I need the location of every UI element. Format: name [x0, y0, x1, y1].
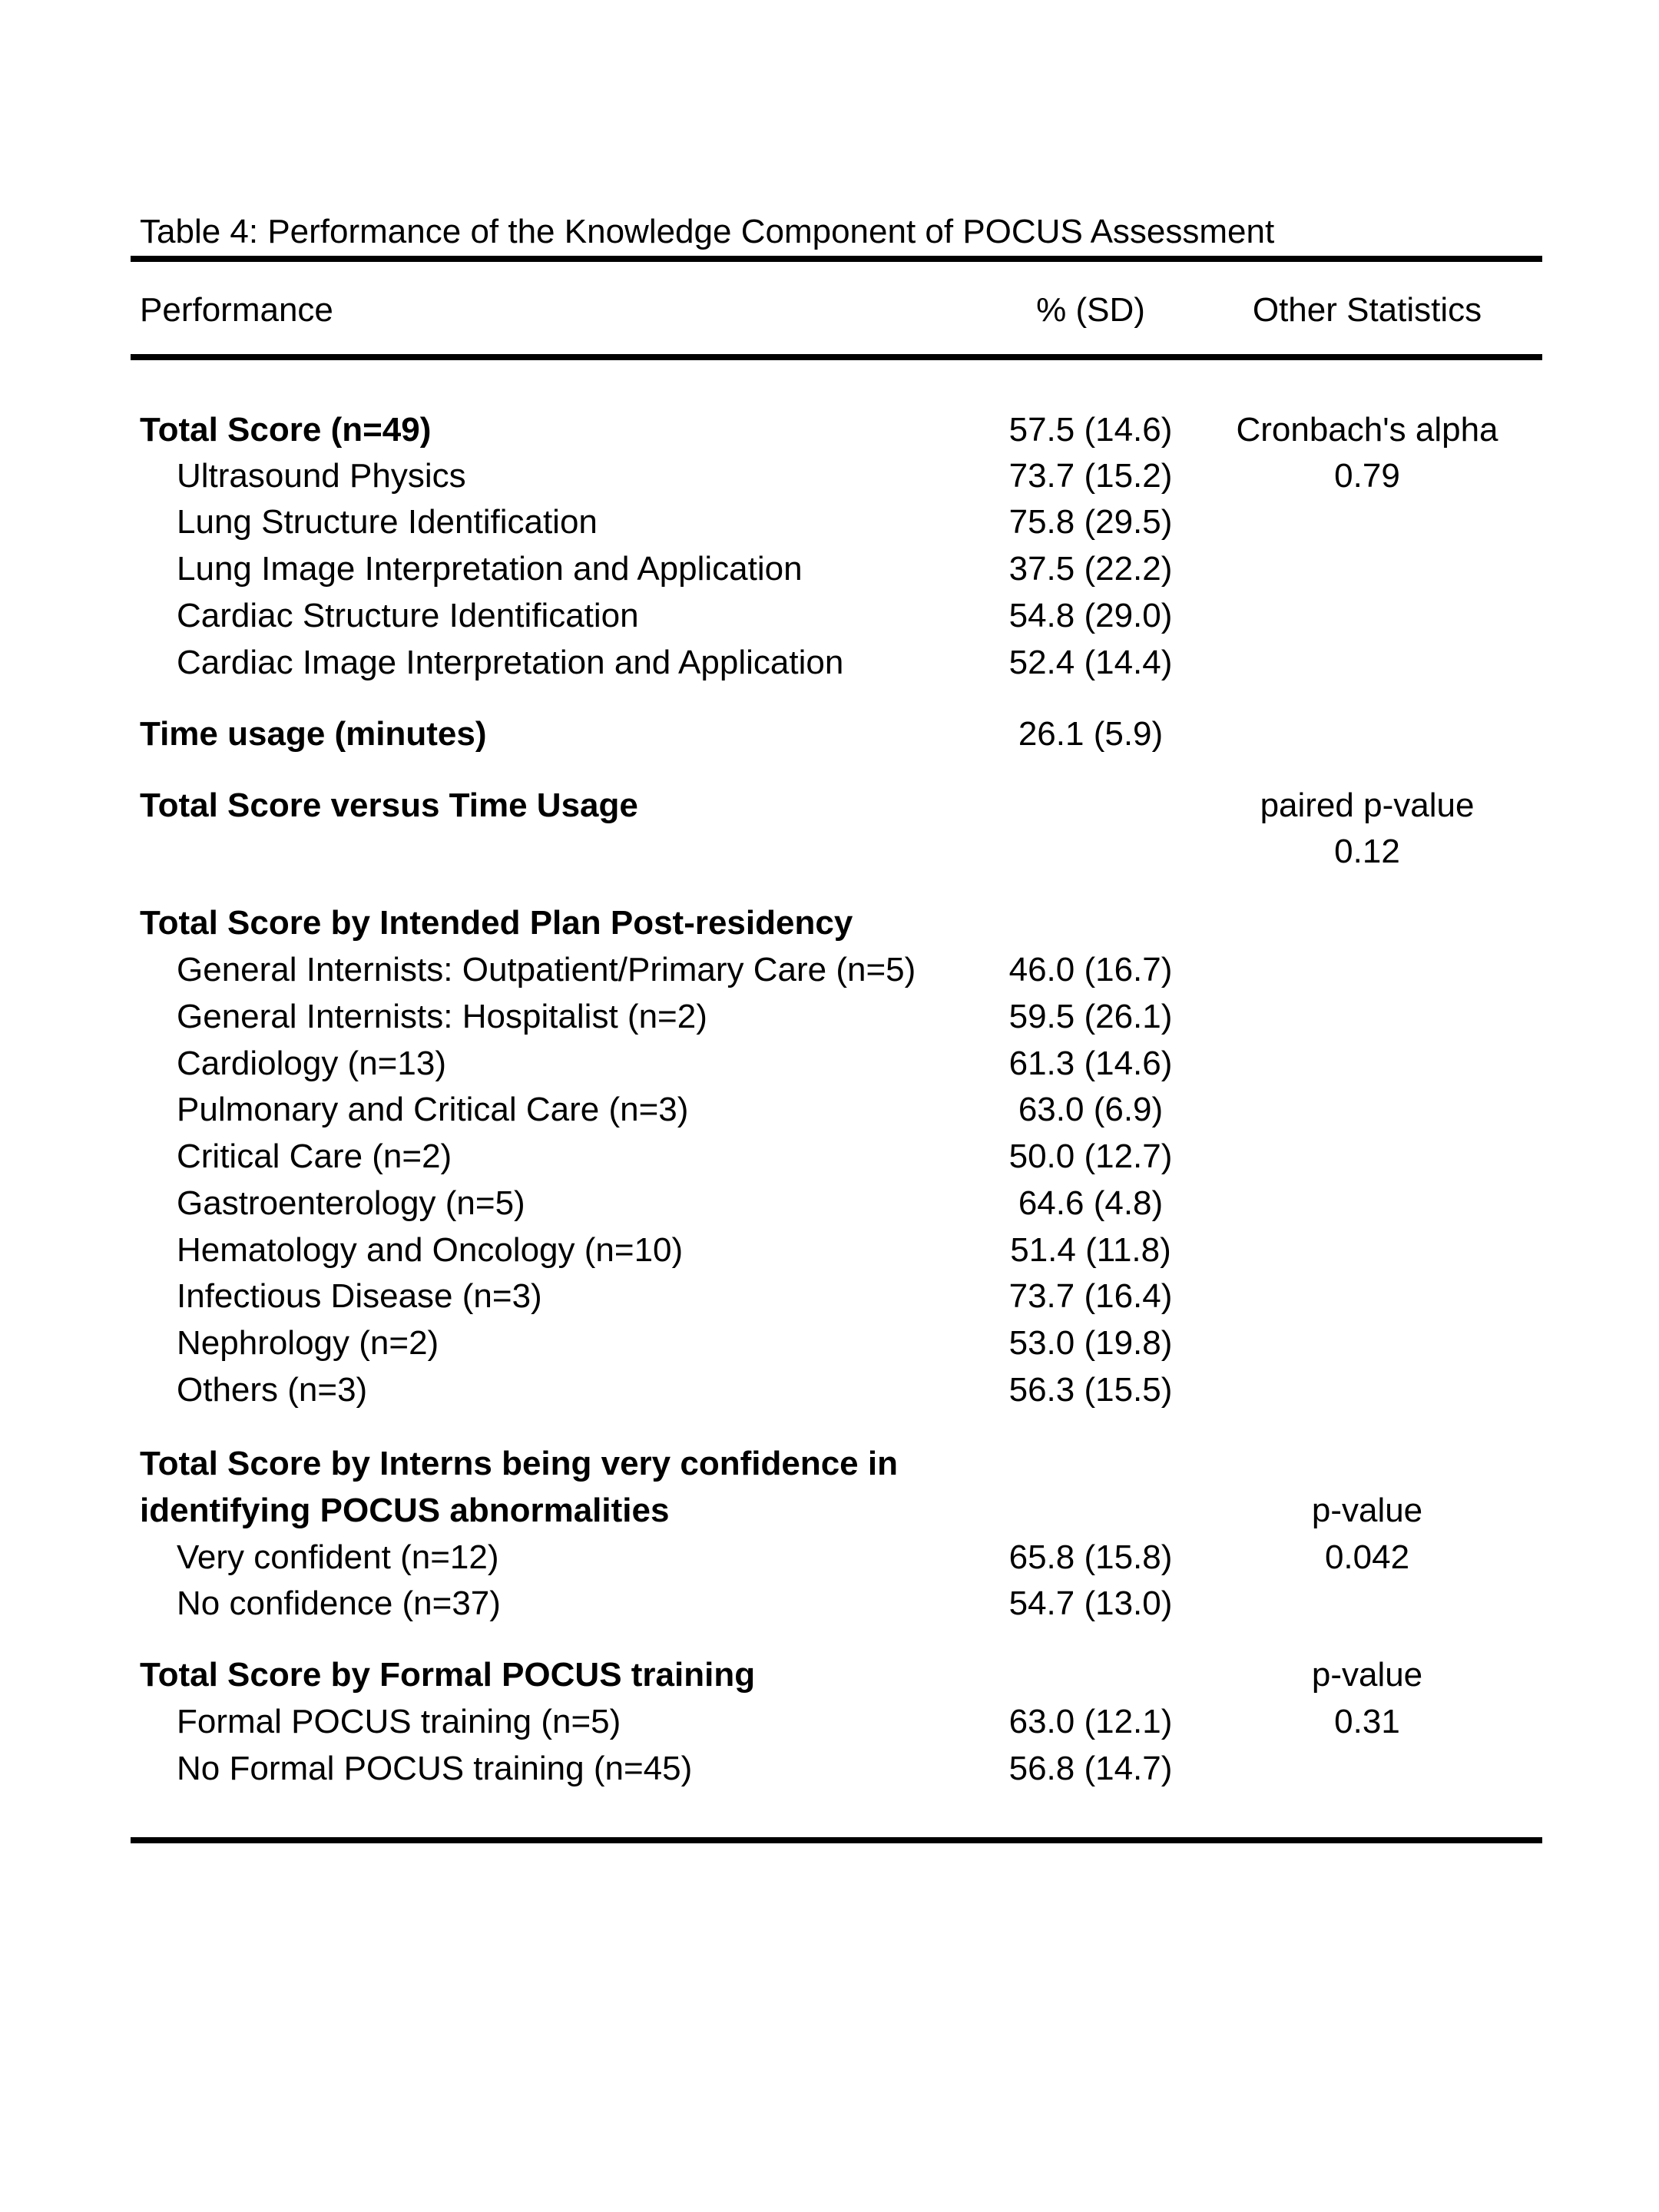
table-header-row — [0, 286, 1659, 335]
table-bottom-rule — [131, 1837, 1542, 1843]
row-other-stat: 0.31 — [1334, 1703, 1400, 1740]
table-row — [0, 899, 1659, 948]
row-other-stat: Cronbach's alpha — [1236, 411, 1498, 449]
row-label: identifying POCUS abnormalities — [140, 1492, 670, 1529]
row-label: General Internists: Hospitalist (n=2) — [177, 998, 707, 1035]
table-row — [0, 1697, 1659, 1747]
table-top-rule — [131, 256, 1542, 262]
row-pct-sd: 54.7 (13.0) — [1008, 1584, 1173, 1622]
row-label: No Formal POCUS training (n=45) — [177, 1750, 693, 1787]
row-pct-sd: 61.3 (14.6) — [1008, 1045, 1173, 1082]
row-other-stat: 0.12 — [1334, 833, 1400, 870]
row-pct-sd: 64.6 (4.8) — [1018, 1184, 1164, 1222]
table-row — [0, 1366, 1659, 1415]
table-caption: Table 4: Performance of the Knowledge Component of POCUS Assessment — [140, 213, 1275, 250]
table-row — [0, 827, 1659, 876]
table-row — [0, 1486, 1659, 1535]
row-pct-sd: 73.7 (15.2) — [1008, 457, 1173, 495]
row-label: Total Score by Interns being very confidence in — [140, 1445, 898, 1482]
table-row — [0, 1319, 1659, 1368]
table-row — [0, 406, 1659, 455]
row-label: Cardiac Image Interpretation and Application — [177, 644, 844, 681]
row-label: General Internists: Outpatient/Primary Care (n=5) — [177, 951, 916, 988]
row-pct-sd: 56.8 (14.7) — [1008, 1750, 1173, 1787]
row-label: Lung Image Interpretation and Application — [177, 550, 803, 588]
row-pct-sd: 50.0 (12.7) — [1008, 1137, 1173, 1175]
row-label: Formal POCUS training (n=5) — [177, 1703, 621, 1740]
table-row — [0, 710, 1659, 759]
table-row — [0, 545, 1659, 594]
header-other-statistics: Other Statistics — [1252, 291, 1482, 329]
row-label: Gastroenterology (n=5) — [177, 1184, 525, 1222]
row-label: Cardiology (n=13) — [177, 1045, 446, 1082]
table-row — [0, 1085, 1659, 1134]
table-row — [0, 498, 1659, 547]
row-pct-sd: 63.0 (12.1) — [1008, 1703, 1173, 1740]
table-row — [0, 638, 1659, 687]
row-other-stat: 0.79 — [1334, 457, 1400, 495]
row-pct-sd: 51.4 (11.8) — [1010, 1231, 1171, 1269]
row-pct-sd: 59.5 (26.1) — [1008, 998, 1173, 1035]
table-row — [0, 945, 1659, 995]
row-other-stat: p-value — [1311, 1492, 1423, 1529]
row-pct-sd: 54.8 (29.0) — [1008, 597, 1173, 634]
row-label: Critical Care (n=2) — [177, 1137, 452, 1175]
row-label: Total Score (n=49) — [140, 411, 432, 449]
table-row — [0, 1039, 1659, 1088]
table-row — [0, 1439, 1659, 1488]
row-pct-sd: 57.5 (14.6) — [1008, 411, 1173, 449]
row-label: Nephrology (n=2) — [177, 1324, 439, 1362]
row-pct-sd: 26.1 (5.9) — [1018, 715, 1164, 753]
table-header-rule — [131, 354, 1542, 360]
table-row — [0, 1744, 1659, 1793]
row-label: Very confident (n=12) — [177, 1538, 499, 1576]
table-row — [0, 452, 1659, 501]
row-label: Total Score by Formal POCUS training — [140, 1656, 756, 1694]
table-row — [0, 1272, 1659, 1321]
row-other-stat: p-value — [1311, 1656, 1423, 1694]
table-row — [0, 1226, 1659, 1275]
table-row — [0, 781, 1659, 830]
header-pct-sd: % (SD) — [1036, 291, 1145, 329]
row-label: Hematology and Oncology (n=10) — [177, 1231, 684, 1269]
header-performance: Performance — [140, 291, 333, 329]
row-pct-sd: 75.8 (29.5) — [1008, 503, 1173, 541]
row-pct-sd: 65.8 (15.8) — [1008, 1538, 1173, 1576]
row-label: Lung Structure Identification — [177, 503, 598, 541]
table-row — [0, 1651, 1659, 1700]
table-row — [0, 1579, 1659, 1628]
row-label: No confidence (n=37) — [177, 1584, 501, 1622]
table-row — [0, 1179, 1659, 1228]
row-pct-sd: 63.0 (6.9) — [1018, 1091, 1164, 1128]
row-other-stat: 0.042 — [1324, 1538, 1410, 1576]
row-other-stat: paired p-value — [1260, 786, 1475, 824]
row-label: Total Score versus Time Usage — [140, 786, 638, 824]
row-label: Time usage (minutes) — [140, 715, 487, 753]
row-pct-sd: 52.4 (14.4) — [1008, 644, 1173, 681]
row-label: Ultrasound Physics — [177, 457, 466, 495]
table-row — [0, 1533, 1659, 1582]
table-row — [0, 591, 1659, 641]
table-row — [0, 992, 1659, 1041]
row-pct-sd: 73.7 (16.4) — [1008, 1277, 1173, 1315]
row-label: Infectious Disease (n=3) — [177, 1277, 542, 1315]
row-label: Cardiac Structure Identification — [177, 597, 639, 634]
row-pct-sd: 46.0 (16.7) — [1008, 951, 1173, 988]
row-label: Pulmonary and Critical Care (n=3) — [177, 1091, 689, 1128]
row-label: Total Score by Intended Plan Post-residency — [140, 904, 853, 942]
table-row — [0, 1132, 1659, 1181]
row-pct-sd: 37.5 (22.2) — [1008, 550, 1173, 588]
row-label: Others (n=3) — [177, 1371, 368, 1409]
row-pct-sd: 56.3 (15.5) — [1008, 1371, 1173, 1409]
row-pct-sd: 53.0 (19.8) — [1008, 1324, 1173, 1362]
